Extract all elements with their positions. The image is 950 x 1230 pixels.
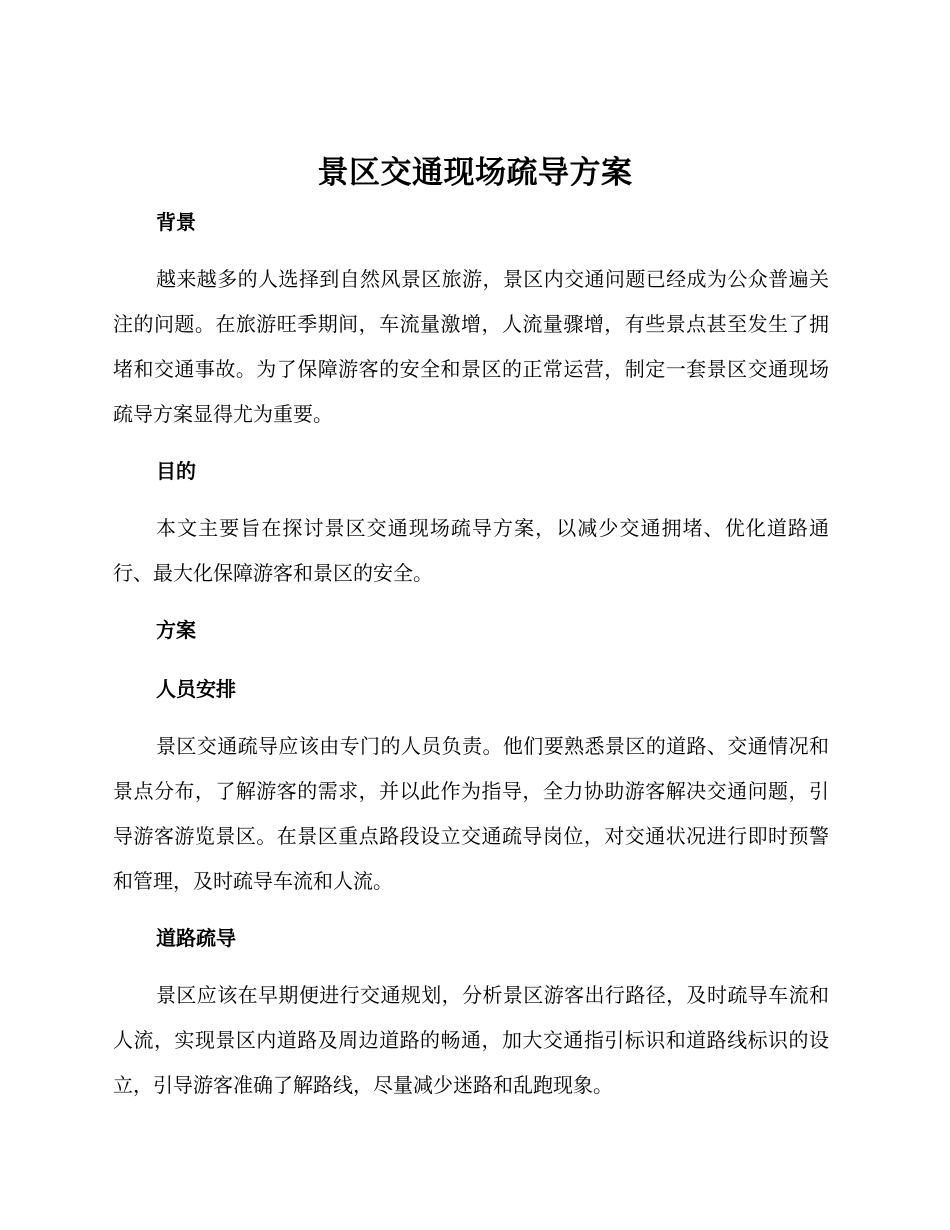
section-paragraph-road-guidance: 景区应该在早期便进行交通规划，分析景区游客出行路径，及时疏导车流和人流，实现景区内道路及周边道路的畅通，加大交通指引标识和道路线标识的设立，引导游客准确了解路线，尽量减少迷路和乱跑现象。 [113,983,829,1097]
section-paragraph-staffing: 景区交通疏导应该由专门的人员负责。他们要熟悉景区的道路、交通情况和景点分布，了解游客的需求，并以此作为指导，全力协助游客解决交通问题，引导游客游览景区。在景区重点路段设立交通疏导岗位，对交通状况进行即时预警和管理，及时疏导车流和人流。 [113,734,829,893]
section-heading-background: 背景 [156,210,196,234]
section-heading-purpose: 目的 [156,459,196,483]
section-paragraph-purpose: 本文主要旨在探讨景区交通现场疏导方案，以减少交通拥堵、优化道路通行、最大化保障游客和景区的安全。 [113,516,829,585]
document-title: 景区交通现场疏导方案 [317,155,633,191]
section-heading-plan: 方案 [156,618,196,642]
section-heading-road-guidance: 道路疏导 [156,926,236,950]
section-paragraph-background: 越来越多的人选择到自然风景区旅游，景区内交通问题已经成为公众普遍关注的问题。在旅游旺季期间，车流量激增，人流量骤增，有些景点甚至发生了拥堵和交通事故。为了保障游客的安全和景区的正常运营，制定一套景区交通现场疏导方案显得尤为重要。 [113,267,829,426]
section-heading-staffing: 人员安排 [156,677,236,701]
